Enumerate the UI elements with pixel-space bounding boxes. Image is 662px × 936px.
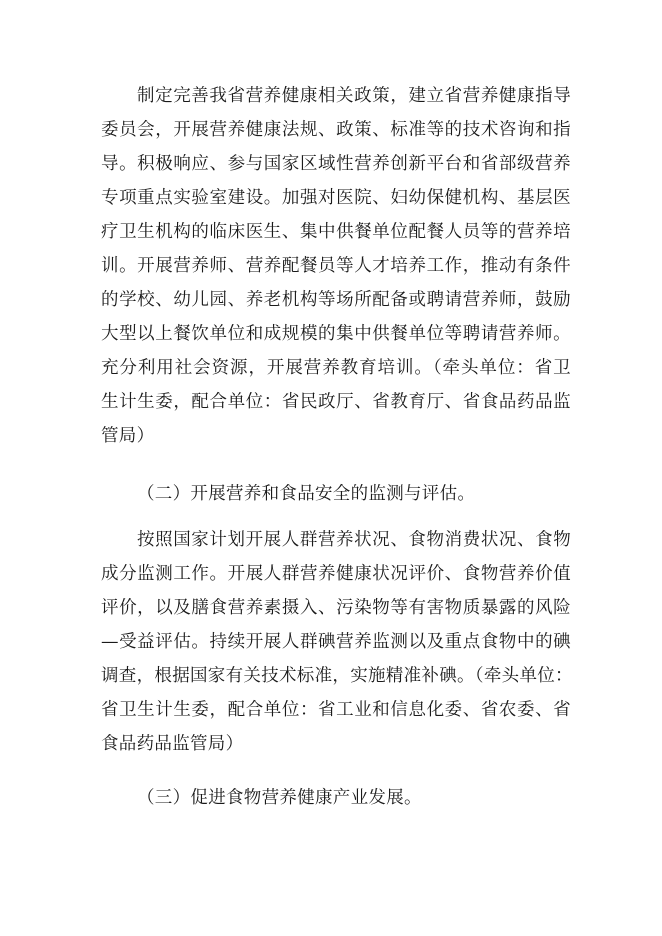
text-line: 训。开展营养师、营养配餐员等人才培养工作，推动有条件 [101,256,571,276]
text-line: 充分利用社会资源，开展营养教育培训。（牵头单位：省卫 [101,358,571,378]
section-heading-industry: （三）促进食物营养健康产业发展。 [137,788,422,808]
text-line: 评价，以及膳食营养素摄入、污染物等有害物质暴露的风险 [101,598,571,618]
text-line: 大型以上餐饮单位和成规模的集中供餐单位等聘请营养师。 [101,324,571,344]
text-line: 委员会，开展营养健康法规、政策、标准等的技术咨询和指 [101,120,571,140]
section-heading-monitoring: （二）开展营养和食品安全的监测与评估。 [137,484,476,504]
paragraph-monitoring [101,523,571,761]
text-line: 按照国家计划开展人群营养状况、食物消费状况、食物 [137,530,571,550]
text-line: 调查，根据国家有关技术标准，实施精准补碘。（牵头单位： [101,666,573,686]
text-line: 制定完善我省营养健康相关政策，建立省营养健康指导 [137,86,571,106]
paragraph-policy [101,79,571,453]
text-line: 成分监测工作。开展人群营养健康状况评价、食物营养价值 [101,564,571,584]
text-line: —受益评估。持续开展人群碘营养监测以及重点食物中的碘 [101,632,571,652]
text-line: 的学校、幼儿园、养老机构等场所配备或聘请营养师，鼓励 [101,290,571,310]
text-line: 疗卫生机构的临床医生、集中供餐单位配餐人员等的营养培 [101,222,571,242]
text-line: 省卫生计生委，配合单位：省工业和信息化委、省农委、省 [101,700,571,720]
text-line: 生计生委，配合单位：省民政厅、省教育厅、省食品药品监 [101,392,571,412]
text-line: 导。积极响应、参与国家区域性营养创新平台和省部级营养 [101,154,571,174]
text-line: 管局） [101,426,155,446]
text-line: 专项重点实验室建设。加强对医院、妇幼保健机构、基层医 [101,188,571,208]
text-line: 食品药品监管局） [101,734,244,754]
